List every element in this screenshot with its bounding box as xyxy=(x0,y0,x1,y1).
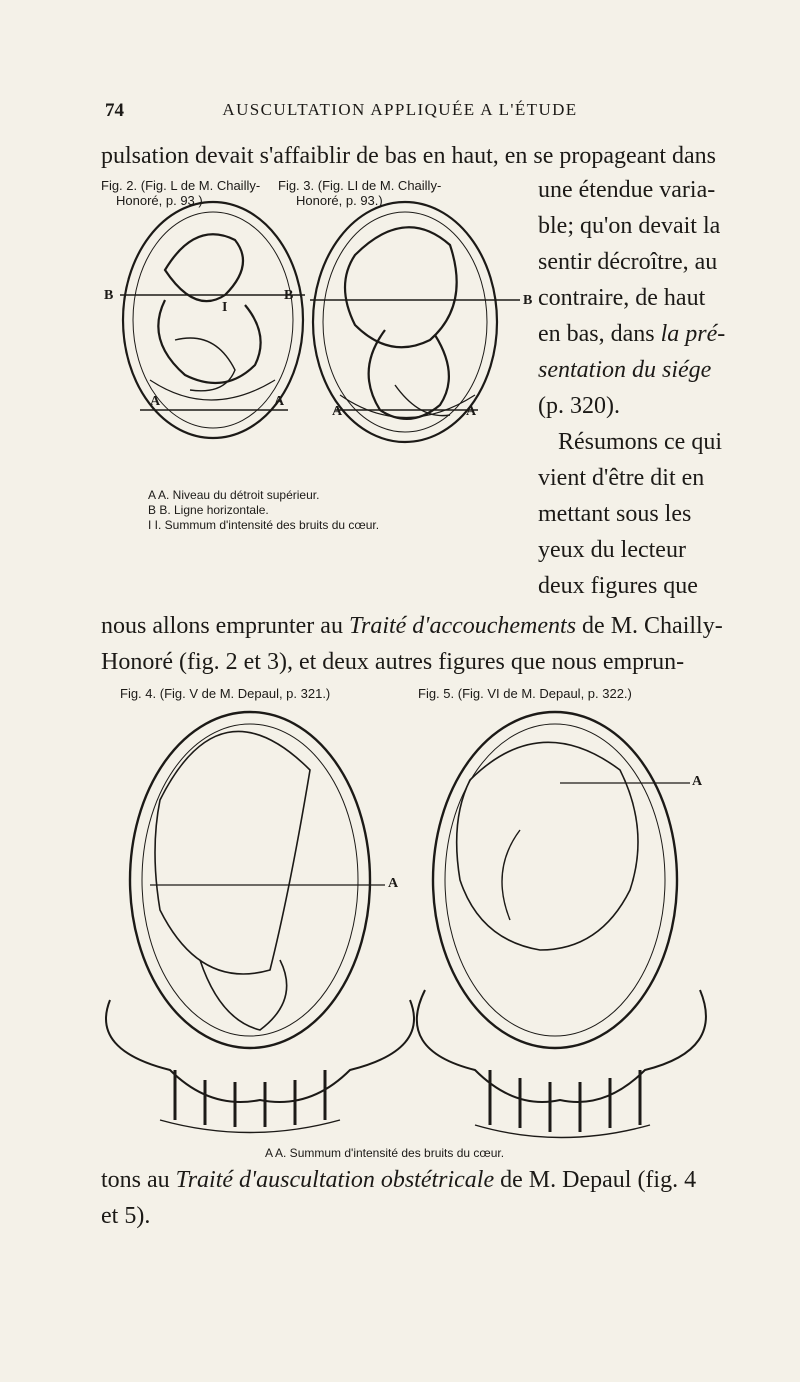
right-col-line-5-text: en bas, dans xyxy=(538,321,655,347)
legend-top-line-2: B B. Ligne horizontale. xyxy=(148,503,269,517)
body-end-line-1-b: de M. Depaul (fig. 4 xyxy=(494,1167,697,1193)
fig3-label-a-right: A xyxy=(466,404,477,419)
fig2-label-b-left: B xyxy=(104,288,114,303)
right-col-line-1: une étendue varia- xyxy=(538,177,716,203)
right-col-line-5-italic: la pré- xyxy=(660,321,726,347)
fig5-uterus xyxy=(433,712,677,1048)
right-col-line-11: yeux du lecteur xyxy=(538,537,686,563)
fig3-label-a-left: A xyxy=(332,404,343,419)
fig3-label-b-left: B xyxy=(284,288,294,303)
fig4-fetus xyxy=(155,731,310,974)
right-col-line-3: sentir décroître, au xyxy=(538,249,718,275)
fig4-pelvis xyxy=(106,1000,414,1102)
body-end-line-1 xyxy=(101,1164,696,1196)
right-col-line-7: (p. 320). xyxy=(538,393,620,419)
fig3-label-b-right: B xyxy=(523,293,533,308)
body-mid-line-1-italic: Traité d'accouchements xyxy=(348,613,577,639)
fig2-label-a-right: A xyxy=(274,394,285,409)
body-mid-line-1-a: nous allons emprunter au xyxy=(101,613,349,639)
fig5-caption: Fig. 5. (Fig. VI de M. Depaul, p. 322.) xyxy=(418,686,632,701)
fig4-label-a: A xyxy=(388,876,399,891)
fig2-caption-line1: Fig. 2. (Fig. L de M. Chailly- xyxy=(101,178,261,193)
fig4-uterus xyxy=(130,712,370,1048)
right-col-line-12: deux figures que xyxy=(538,573,698,599)
fig3-caption-line2: Honoré, p. 93.) xyxy=(296,193,383,208)
right-col-line-4: contraire, de haut xyxy=(538,285,706,311)
body-end-line-2: et 5). xyxy=(101,1203,151,1229)
body-end-line-1-italic: Traité d'auscultation obstétricale xyxy=(175,1167,495,1193)
legend-top-line-3: I I. Summum d'intensité des bruits du cœur. xyxy=(148,518,380,532)
fig4-caption: Fig. 4. (Fig. V de M. Depaul, p. 321.) xyxy=(120,686,331,701)
right-col-line-10: mettant sous les xyxy=(538,501,692,527)
fig5-fetus xyxy=(457,742,638,950)
body-end-line-1-a: tons au xyxy=(101,1167,176,1193)
body-line-1: pulsation devait s'affaiblir de bas en haut, en se propageant dans xyxy=(101,143,717,169)
right-col-line-6: sentation du siége xyxy=(538,357,712,383)
body-mid-line-2: Honoré (fig. 2 et 3), et deux autres figures que nous emprun- xyxy=(101,649,685,675)
legend-top-line-1: A A. Niveau du détroit supérieur. xyxy=(148,488,320,502)
fig5-label-a: A xyxy=(692,774,703,789)
fig5-pelvis xyxy=(417,990,706,1102)
fig2-label-a-left: A xyxy=(150,394,161,409)
right-col-line-8: Résumons ce qui xyxy=(558,429,722,455)
body-mid-line-1-b: de M. Chailly- xyxy=(576,613,723,639)
running-title: AUSCULTATION APPLIQUÉE A L'ÉTUDE xyxy=(222,100,578,119)
fig2-caption-line2: Honoré, p. 93.) xyxy=(116,193,203,208)
legend-bottom: A A. Summum d'intensité des bruits du cœur. xyxy=(265,1146,505,1160)
right-col-line-9: vient d'être dit en xyxy=(538,465,705,491)
fig3-caption-line1: Fig. 3. (Fig. LI de M. Chailly- xyxy=(278,178,442,193)
fig2-label-i: I xyxy=(222,300,228,315)
page-number: 74 xyxy=(105,100,124,121)
right-col-line-2: ble; qu'on devait la xyxy=(538,213,721,239)
